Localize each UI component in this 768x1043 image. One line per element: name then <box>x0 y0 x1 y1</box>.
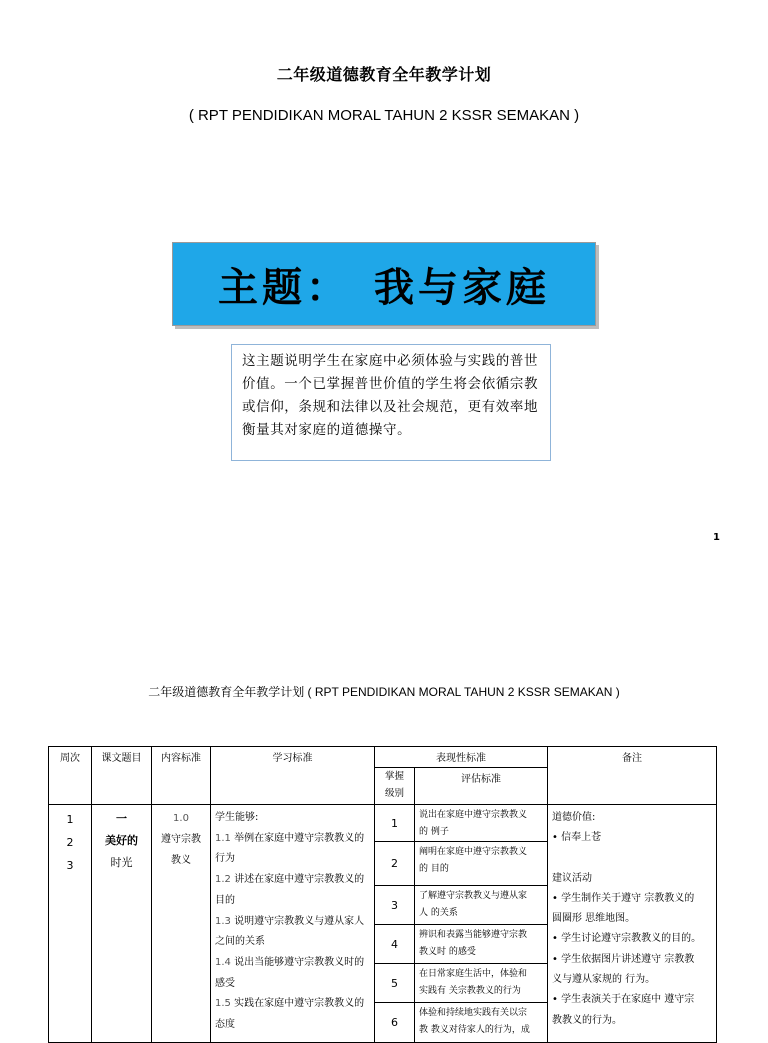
header-content-standard: 内容标准 <box>152 747 211 805</box>
week-number: 1 <box>66 813 74 826</box>
learning-standard-cell <box>211 805 375 1043</box>
header-performance-standard: 表现性标准 <box>375 747 548 768</box>
theme-title: 主题： 我与家庭 <box>218 263 550 311</box>
header-mastery-level: 掌握 级别 <box>375 768 415 805</box>
evaluation-text: 在日常家庭生活中，体验和 实践有 关宗教教义的行为 <box>415 964 548 1003</box>
evaluation-text: 辨识和表露当能够遵守宗教 教义时 的感受 <box>415 925 548 964</box>
theme-banner <box>172 242 596 326</box>
learning-item <box>215 994 371 1035</box>
content-standard-text: 遵守宗教 教义 <box>161 834 201 866</box>
mastery-level: 6 <box>375 1003 415 1043</box>
document-subtitle: ( RPT PENDIDIKAN MORAL TAHUN 2 KSSR SEMAKAN ) <box>188 107 580 124</box>
learning-item-text: 说明遵守宗教教义与遵从家人 之间的关系 <box>215 915 365 948</box>
values-item: • 信奉上苍 <box>552 832 602 844</box>
teaching-plan-table <box>48 746 717 1043</box>
lesson-title-line1: 美好的 <box>105 834 138 847</box>
learning-intro: 学生能够: <box>215 812 259 823</box>
lesson-cell <box>92 805 152 1043</box>
activities-title: 建议活动 <box>552 872 592 884</box>
theme-description: 这主题说明学生在家庭中必须体验与实践的普世价值。一个已掌握普世价值的学生将会依循宗教或信仰，条规和法律以及社会规范，更有效率地衡量其对家庭的道德操守。 <box>242 353 539 438</box>
lesson-number: 一 <box>116 812 127 825</box>
values-title: 道德价值: <box>552 812 596 823</box>
learning-item-text: 举例在家庭中遵守宗教教义的 行为 <box>215 832 365 865</box>
week-cell <box>49 805 92 1043</box>
learning-item-number: 1.3 <box>215 915 231 927</box>
learning-item-text: 说出当能够遵守宗教教义时的 感受 <box>215 956 365 989</box>
mastery-level: 4 <box>375 925 415 964</box>
page2-title: 二年级道德教育全年教学计划 ( RPT PENDIDIKAN MORAL TAHUN 2 KSSR SEMAKAN ) <box>148 685 620 699</box>
week-number: 3 <box>66 859 74 872</box>
content-standard-cell <box>152 805 211 1043</box>
week-number: 2 <box>66 836 74 849</box>
learning-item <box>215 912 371 953</box>
mastery-level: 1 <box>375 805 415 842</box>
learning-item-number: 1.4 <box>215 956 231 968</box>
learning-item <box>215 829 371 870</box>
learning-item <box>215 870 371 911</box>
activity-item: • 学生依据图片讲述遵守 宗教教 义与遵从家规的 行为。 <box>552 953 695 986</box>
learning-item-number: 1.2 <box>215 874 231 886</box>
learning-item-number: 1.1 <box>215 832 231 844</box>
mastery-level: 3 <box>375 886 415 925</box>
header-evaluation: 评估标准 <box>415 768 548 805</box>
header-week: 周次 <box>49 747 92 805</box>
page-number: 1 <box>713 532 720 543</box>
mastery-level: 2 <box>375 842 415 886</box>
mastery-level: 5 <box>375 964 415 1003</box>
activity-item: • 学生讨论遵守宗教教义的目的。 <box>552 933 702 945</box>
content-standard-number: 1.0 <box>173 813 189 824</box>
header-learning-standard: 学习标准 <box>211 747 375 805</box>
document-title: 二年级道德教育全年教学计划 <box>276 65 492 84</box>
lesson-title-line2: 时光 <box>110 856 133 869</box>
header-lesson: 课文题目 <box>92 747 152 805</box>
activity-item: • 学生制作关于遵守 宗教教义的 圆圈形 思维地图。 <box>552 892 695 925</box>
learning-item <box>215 953 371 994</box>
evaluation-text: 了解遵守宗教教义与遵从家 人 的关系 <box>415 886 548 925</box>
evaluation-text: 说出在家庭中遵守宗教教义 的 例子 <box>415 805 548 842</box>
learning-item-number: 1.5 <box>215 998 231 1010</box>
activity-item: • 学生表演关于在家庭中 遵守宗 教教义的行为。 <box>552 994 695 1026</box>
evaluation-text: 阐明在家庭中遵守宗教教义 的 目的 <box>415 842 548 886</box>
remarks-cell <box>548 805 717 1043</box>
theme-description-box <box>231 344 551 461</box>
evaluation-text: 体验和持续地实践有关以宗 教 教义对待家人的行为，成 <box>415 1003 548 1043</box>
learning-item-text: 实践在家庭中遵守宗教教义的 态度 <box>215 998 365 1031</box>
learning-item-text: 讲述在家庭中遵守宗教教义的 目的 <box>215 874 365 906</box>
header-remarks: 备注 <box>548 747 717 805</box>
